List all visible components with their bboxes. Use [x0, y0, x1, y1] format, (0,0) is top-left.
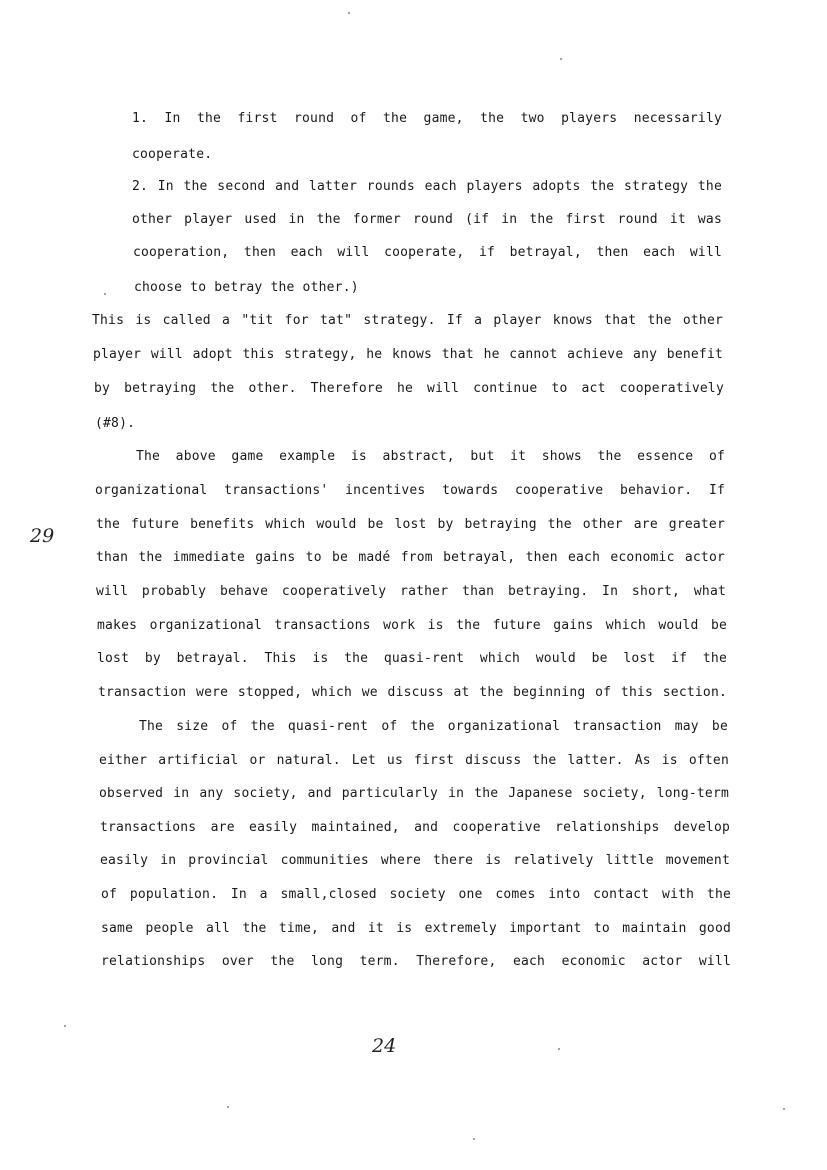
- text-line-18: transaction were stopped, which we discuss at the beginning of this section.: [98, 685, 727, 700]
- text-line-24: of population. In a small,closed society one comes into contact with the: [101, 887, 731, 902]
- text-line-14: than the immediate gains to be madé from betrayal, then each economic actor: [96, 550, 725, 565]
- text-line-10: (#8).: [95, 416, 136, 431]
- text-line-1: 1. In the first round of the game, the two players necessarily: [132, 111, 722, 126]
- scan-speck: [64, 1025, 66, 1027]
- scan-speck: [104, 293, 106, 295]
- text-line-25: same people all the time, and it is extremely important to maintain good: [101, 921, 731, 936]
- text-line-26: relationships over the long term. Therefore, each economic actor will: [101, 954, 731, 969]
- page-number: 24: [372, 1035, 397, 1057]
- text-line-21: observed in any society, and particularly in the Japanese society, long-term: [99, 786, 729, 801]
- text-line-12: organizational transactions' incentives towards cooperative behavior. If: [95, 483, 725, 498]
- text-line-19: The size of the quasi-rent of the organizational transaction may be: [139, 719, 728, 734]
- text-line-17: lost by betrayal. This is the quasi-rent which would be lost if the: [97, 651, 727, 666]
- scan-speck: [558, 1048, 560, 1050]
- text-line-4: other player used in the former round (if in the first round it was: [132, 212, 722, 227]
- scan-speck: [783, 1108, 785, 1110]
- text-line-3: 2. In the second and latter rounds each players adopts the strategy the: [132, 179, 722, 194]
- scan-speck: [473, 1138, 475, 1140]
- margin-note: 29: [30, 525, 55, 547]
- text-line-11: The above game example is abstract, but it shows the essence of: [136, 449, 725, 464]
- scan-speck: [348, 12, 350, 14]
- scan-speck: [227, 1106, 229, 1108]
- text-line-9: by betraying the other. Therefore he will continue to act cooperatively: [94, 381, 724, 396]
- text-line-13: the future benefits which would be lost by betraying the other are greater: [96, 517, 725, 532]
- text-line-23: easily in provincial communities where there is relatively little movement: [100, 853, 730, 868]
- text-line-22: transactions are easily maintained, and cooperative relationships develop: [100, 820, 730, 835]
- text-line-8: player will adopt this strategy, he knows that he cannot achieve any benefit: [93, 347, 723, 362]
- text-line-20: either artificial or natural. Let us first discuss the latter. As is often: [99, 753, 729, 768]
- text-line-16: makes organizational transactions work is the future gains which would be: [97, 618, 727, 633]
- scan-speck: [560, 58, 562, 60]
- text-line-5: cooperation, then each will cooperate, if betrayal, then each will: [133, 245, 722, 260]
- text-line-2: cooperate.: [132, 147, 213, 162]
- text-line-6: choose to betray the other.): [134, 280, 359, 295]
- text-line-15: will probably behave cooperatively rather than betraying. In short, what: [96, 584, 726, 599]
- text-line-7: This is called a "tit for tat" strategy. If a player knows that the other: [92, 313, 723, 328]
